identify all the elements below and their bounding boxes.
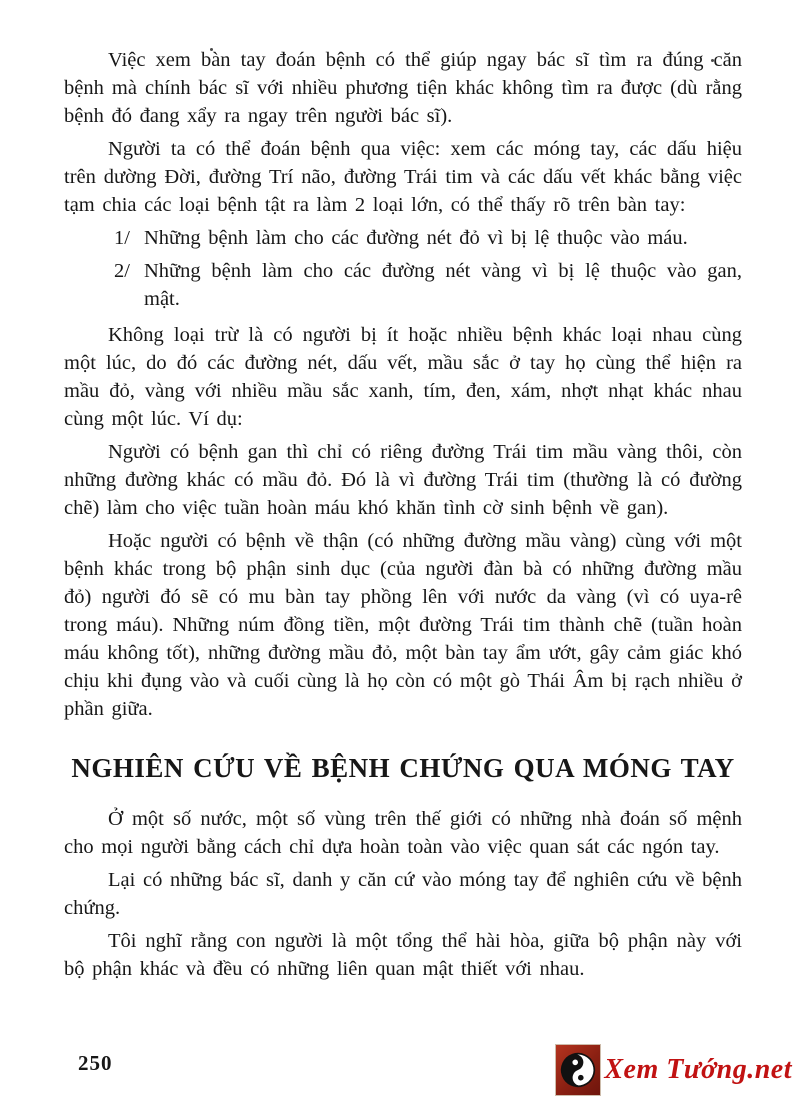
watermark-text: Xem Tướng.net	[604, 1054, 792, 1085]
paragraph: Người có bệnh gan thì chỉ có riêng đường Trái tim mầu vàng thôi, còn những đường khác có mầu đỏ. Đó là vì đường Trái tim (thường là có đường chẽ) làm cho việc tuần hoàn máu khó khăn tình cờ sinh bệnh về gan).	[64, 441, 742, 519]
yin-yang-icon	[555, 1044, 601, 1096]
paragraph: Việc xem bàn tay đoán bệnh có thể giúp ngay bác sĩ tìm ra đúng căn bệnh mà chính bác sĩ với nhiều phương tiện khác không tìm ra được (dù rằng bệnh đó đang xẩy ra ngay trên người bác sĩ).	[64, 49, 742, 127]
paragraph: Người ta có thể đoán bệnh qua việc: xem các móng tay, các dấu hiệu trên dường Đời, đường Trí não, đường Trái tim và các dấu vết khác bằng việc tạm chia các loại bệnh tật ra làm 2 loại lớn, có thể thấy rõ trên bàn tay:	[64, 138, 742, 216]
paragraph: Hoặc người có bệnh về thận (có những đường mầu vàng) cùng với một bệnh khác trong bộ phận sinh dục (của người đàn bà có những đường mầu đỏ) người đó sẽ có mu bàn tay phồng lên với nước da vàng (vì có uya-rê trong máu). Những núm đồng tiền, một đường Trái tim thành chẽ (tuần hoàn máu không tốt), những đường mầu đỏ, một bàn tay ẩm ướt, gây cảm giác khó chịu khi đụng vào và cuối cùng là họ còn có một gò Thái Âm bị rạch nhiều ở phần giữa.	[64, 530, 742, 720]
paragraph: Ở một số nước, một số vùng trên thế giới có những nhà đoán số mệnh cho mọi người bằng cách chỉ dựa hoàn toàn vào việc quan sát các ngón tay.	[64, 808, 742, 858]
paragraph: Không loại trừ là có người bị ít hoặc nhiều bệnh khác loại nhau cùng một lúc, do đó các đường nét, dấu vết, mầu sắc ở tay họ cùng thể hiện ra mầu đỏ, vàng với nhiều mầu sắc xanh, tím, đen, xám, nhợt nhạt khác nhau cùng một lúc. Ví dụ:	[64, 324, 742, 430]
list-item-text: Những bệnh làm cho các đường nét đỏ vì bị lệ thuộc vào máu.	[144, 227, 688, 249]
paragraph: Lại có những bác sĩ, danh y căn cứ vào móng tay để nghiên cứu về bệnh chứng.	[64, 869, 742, 919]
list-item	[64, 224, 742, 252]
list-item	[64, 257, 742, 313]
list-marker: 1/	[114, 227, 130, 249]
list-item-text: Những bệnh làm cho các đường nét vàng vì bị lệ thuộc vào gan, mật.	[144, 260, 742, 310]
page-number: 250	[78, 1051, 113, 1075]
list-marker: 2/	[114, 260, 130, 282]
section-heading: NGHIÊN CỨU VỀ BỆNH CHỨNG QUA MÓNG TAY	[71, 753, 735, 783]
page-content	[64, 46, 742, 988]
paragraph: Tôi nghĩ rằng con người là một tổng thể hài hòa, giữa bộ phận này với bộ phận khác và đều có những liên quan mật thiết với nhau.	[64, 930, 742, 980]
watermark-logo	[555, 1044, 796, 1096]
disease-type-list	[64, 224, 742, 313]
